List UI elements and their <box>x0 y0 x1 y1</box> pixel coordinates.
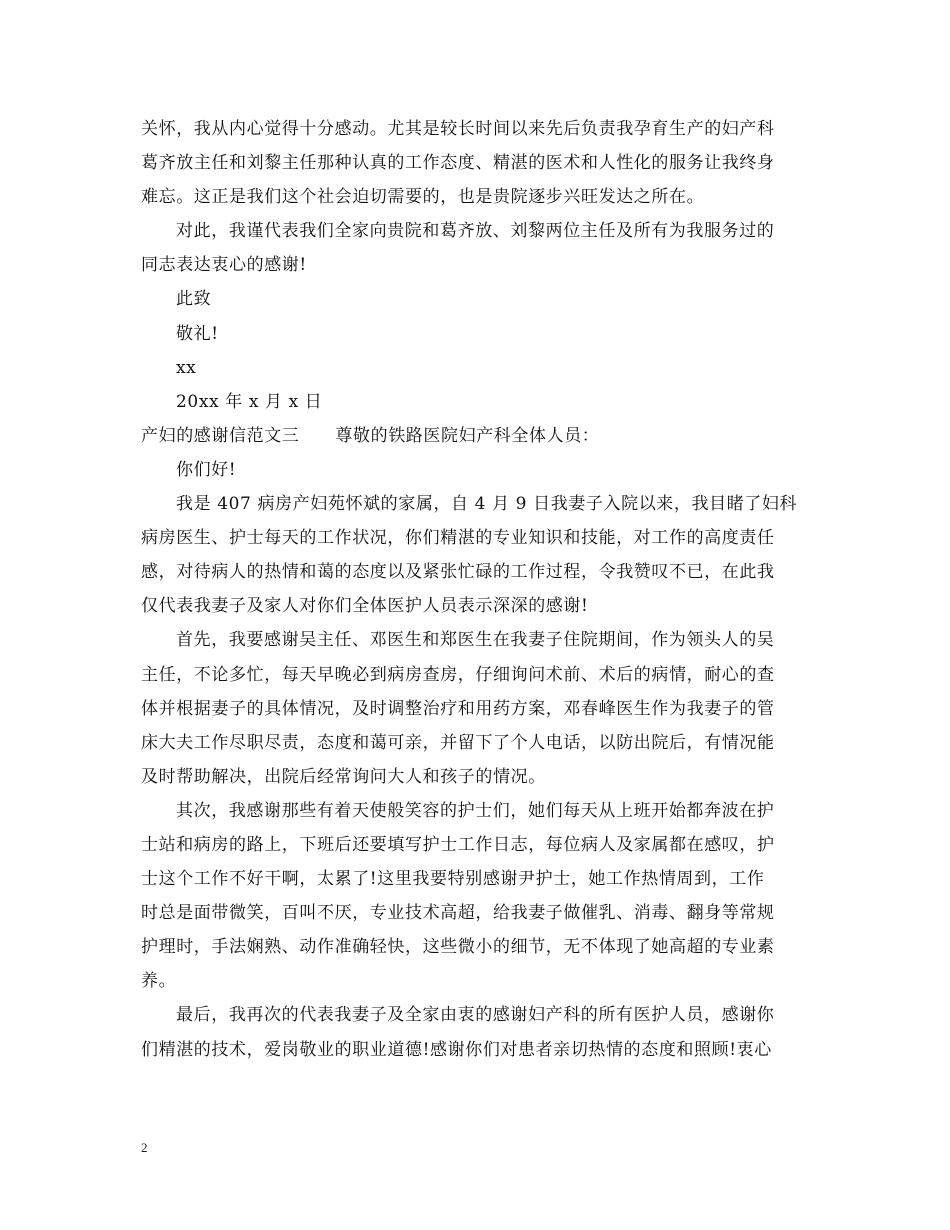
salutation: 尊敬的铁路医院妇产科全体人员： <box>335 425 600 446</box>
signature-date: 20xx 年 x 月 x 日 <box>176 391 323 412</box>
text-line: 同志表达衷心的感谢! <box>141 255 307 276</box>
section-heading-line <box>141 419 811 453</box>
text-line: 及时帮助解决，出院后经常询问大人和孩子的情况。 <box>141 766 546 787</box>
text-line: 我是 407 病房产妇苑怀斌的家属，自 4 月 9 日我妻子入院以来，我目睹了妇科 <box>176 494 798 515</box>
section-title: 产妇的感谢信范文三 <box>141 425 300 446</box>
text-line: 首先，我要感谢吴主任、邓医生和郑医生在我妻子住院期间，作为领头人的吴 <box>176 630 775 651</box>
text-line: 主任，不论多忙，每天早晚必到病房查房，仔细询问术前、术后的病情，耐心的查 <box>141 664 775 685</box>
signature-name: xx <box>176 357 197 378</box>
text-line: 病房医生、护士每天的工作状况，你们精湛的专业知识和技能，对工作的高度责任 <box>141 528 775 549</box>
document-page <box>141 112 811 1067</box>
body-text-block-2 <box>141 453 811 1067</box>
text-line: 们精湛的技术，爱岗敬业的职业道德!感谢你们对患者亲切热情的态度和照顾!衷心 <box>141 1039 772 1060</box>
text-line: 养。 <box>141 971 177 992</box>
body-text-block-1 <box>141 112 811 419</box>
text-line: 仅代表我妻子及家人对你们全体医护人员表示深深的感谢! <box>141 596 589 617</box>
text-line: 关怀，我从内心觉得十分感动。尤其是较长时间以来先后负责我孕育生产的妇产科 <box>141 119 775 139</box>
text-line: 士站和病房的路上，下班后还要填写护士工作日志，每位病人及家属都在感叹，护 <box>141 834 775 855</box>
text-line: 体并根据妻子的具体情况，及时调整治疗和用药方案，邓春峰医生作为我妻子的管 <box>141 698 775 719</box>
text-line: 感，对待病人的热情和蔼的态度以及紧张忙碌的工作过程，令我赞叹不已，在此我 <box>141 562 775 583</box>
text-line: 你们好! <box>176 459 237 480</box>
text-line: 最后，我再次的代表我妻子及全家由衷的感谢妇产科的所有医护人员，感谢你 <box>176 1005 775 1026</box>
closing-line: 敬礼! <box>176 323 219 344</box>
text-line: 对此，我谨代表我们全家向贵院和葛齐放、刘黎两位主任及所有为我服务过的 <box>176 221 775 242</box>
text-line: 士这个工作不好干啊，太累了!这里我要特别感谢尹护士，她工作热情周到，工作 <box>141 869 765 890</box>
page-number: 2 <box>141 1140 148 1155</box>
text-line: 其次，我感谢那些有着天使般笑容的护士们，她们每天从上班开始都奔波在护 <box>176 800 775 821</box>
text-line: 护理时，手法娴熟、动作准确轻快，这些微小的细节，无不体现了她高超的专业素 <box>141 937 775 958</box>
text-line: 时总是面带微笑，百叫不厌，专业技术高超，给我妻子做催乳、消毒、翻身等常规 <box>141 903 775 924</box>
text-line: 床大夫工作尽职尽责，态度和蔼可亲，并留下了个人电话，以防出院后，有情况能 <box>141 732 775 753</box>
closing-line: 此致 <box>176 289 212 310</box>
text-line: 难忘。这正是我们这个社会迫切需要的，也是贵院逐步兴旺发达之所在。 <box>141 187 705 208</box>
text-line: 葛齐放主任和刘黎主任那种认真的工作态度、精湛的医术和人性化的服务让我终身 <box>141 153 775 174</box>
